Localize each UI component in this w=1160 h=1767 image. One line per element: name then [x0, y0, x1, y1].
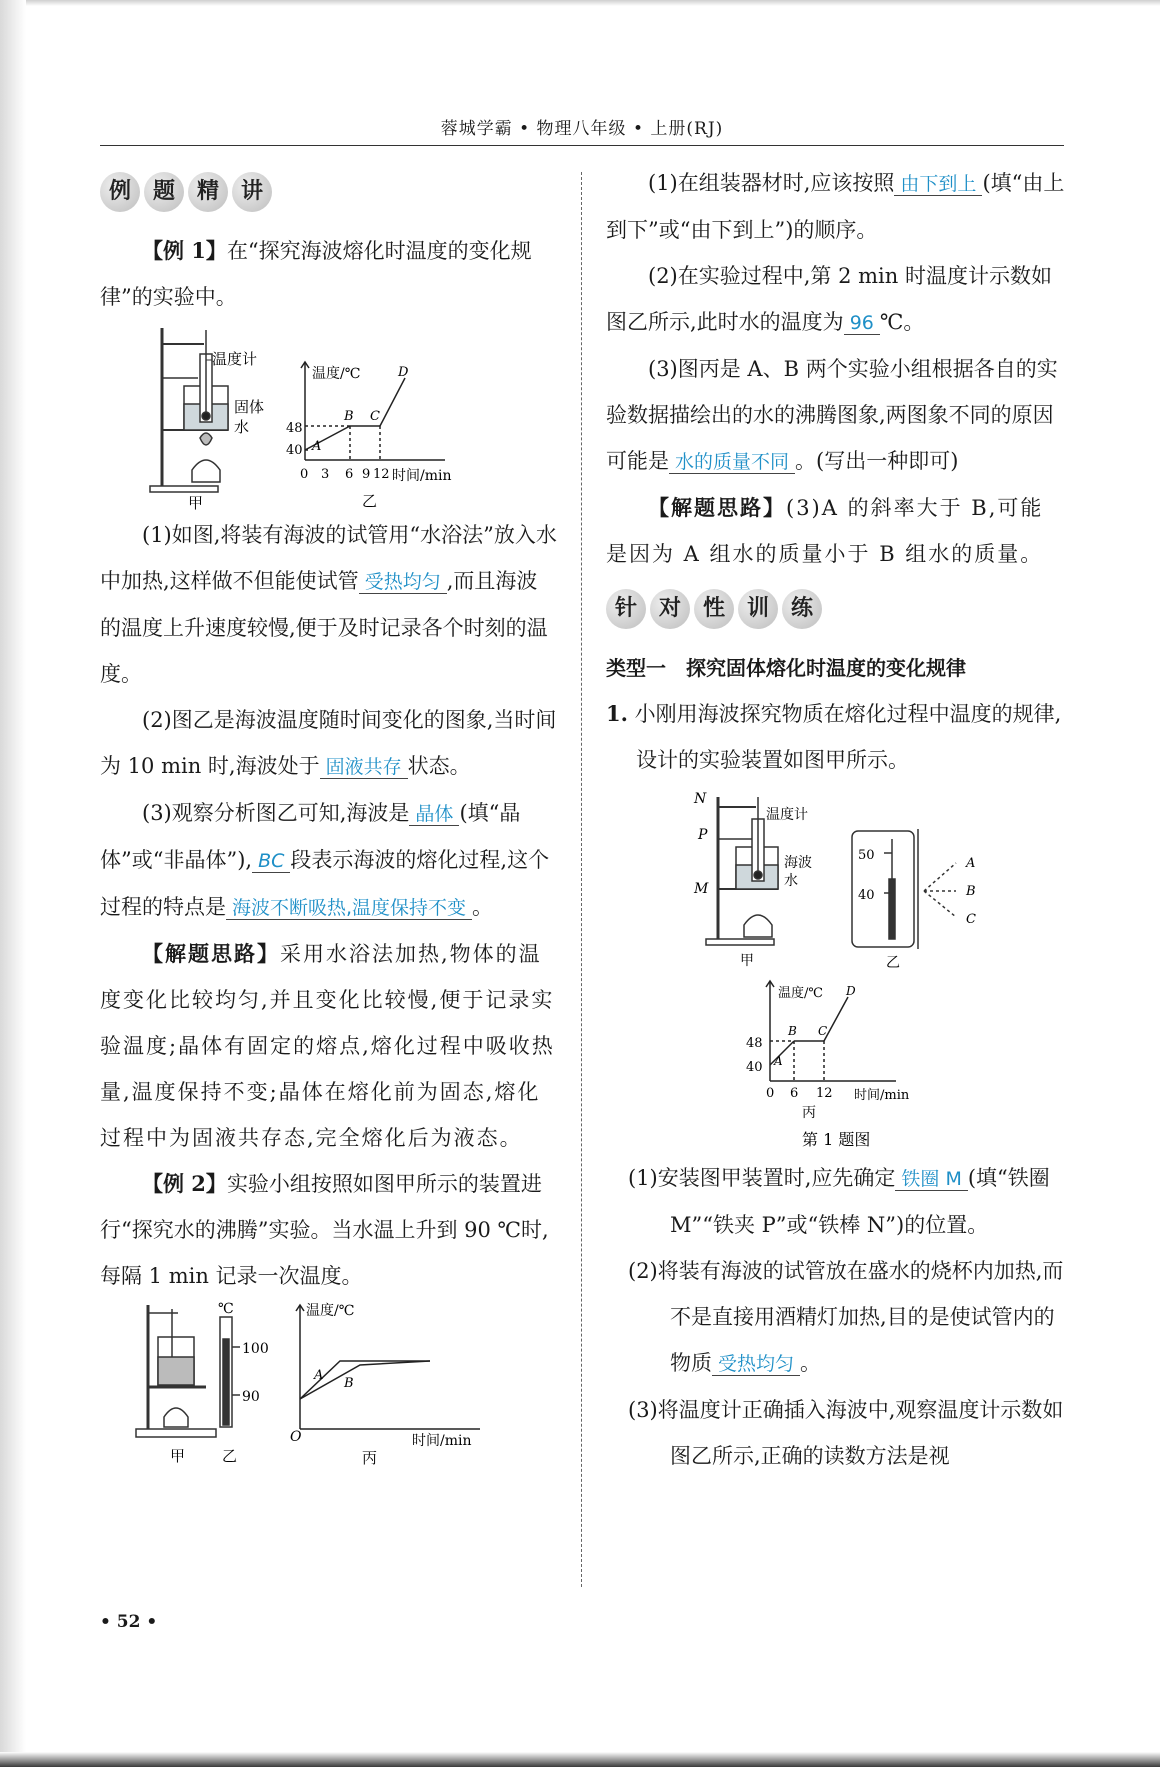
- page-left-shadow: [0, 0, 26, 1767]
- label-p: P: [698, 827, 708, 843]
- section-char: 练: [782, 589, 822, 629]
- running-header: 蓉城学霸 • 物理八年级 • 上册(RJ): [440, 119, 724, 139]
- solution-idea-1: 【解题思路】采用水浴法加热,物体的温度变化比较均匀,并且变化比较慢,便于记录实验温度;晶体有固定的熔点,熔化过程中吸收热量,温度保持不变;晶体在熔化前为固态,熔化过程中为固液共存态,完全熔化后为液态。: [100, 941, 555, 1150]
- y-tick-40: 40: [746, 1060, 763, 1075]
- label-solid: 固体: [234, 398, 265, 416]
- x-tick-3: 3: [321, 467, 330, 482]
- figure-example-1: [100, 320, 558, 512]
- eye-c: C: [966, 912, 976, 927]
- point-b: B: [344, 409, 354, 424]
- eye-b: B: [966, 884, 976, 899]
- graph-segment-cd: [380, 378, 405, 426]
- thermo-unit: ℃: [218, 1301, 234, 1317]
- x-axis-label: 时间/min: [392, 468, 452, 484]
- point-c: C: [818, 1024, 828, 1038]
- x-tick-9: 9: [362, 467, 371, 482]
- caption-jia: 甲: [170, 1447, 186, 1465]
- y-axis-label: 温度/℃: [306, 1303, 355, 1319]
- problem-1-q2: (2)将装有海波的试管放在盛水的烧杯内加热,而不是直接用酒精灯加热,目的是使试管内的物质 受热均匀 。: [628, 1259, 1064, 1375]
- point-a: A: [312, 439, 322, 454]
- section-char: 讲: [232, 172, 272, 212]
- type-heading: 类型一 探究固体熔化时温度的变化规律: [606, 656, 966, 680]
- page-number: • 52 •: [100, 1612, 158, 1632]
- line-a-label: A: [314, 1368, 324, 1383]
- thermo-tick-90: 90: [242, 1389, 260, 1405]
- problem-1-q3: (3)将温度计正确插入海波中,观察温度计示数如图乙所示,正确的读数方法是视: [628, 1398, 1064, 1468]
- answer-blank: 水的质量不同: [669, 451, 795, 474]
- answer-blank: 晶体: [409, 803, 459, 826]
- point-d: D: [398, 365, 409, 380]
- point-d: D: [846, 984, 856, 998]
- x-tick-6: 6: [345, 467, 354, 482]
- label-water: 水: [234, 418, 250, 436]
- eye-a: A: [966, 856, 976, 871]
- example-1-q3: (3)观察分析图乙可知,海波是 晶体 (填“晶体”或“非晶体”), BC 段表示海波的熔化过程,这个过程的特点是 海波不断吸热,温度保持不变 。: [100, 801, 550, 919]
- origin-label: O: [290, 1429, 302, 1445]
- answer-blank: BC: [252, 850, 290, 873]
- example-2-q2: (2)在实验过程中,第 2 min 时温度计示数如图乙所示,此时水的温度为 96 ℃。: [606, 264, 1052, 334]
- figure-caption: 第 1 题图: [802, 1130, 871, 1149]
- section-title-examples: [100, 168, 558, 216]
- y-axis-label: 温度/℃: [778, 986, 823, 1001]
- example-2-q1: (1)在组装器材时,应该按照 由下到上 (填“由上到下”或“由下到上”)的顺序。: [606, 171, 1065, 242]
- solution-idea-2: 【解题思路】(3)A 的斜率大于 B,可能是因为 A 组水的质量小于 B 组水的质量。: [606, 495, 1044, 566]
- x-axis-label: 时间/min: [412, 1433, 472, 1449]
- example-2-q3: (3)图丙是 A、B 两个实验小组根据各自的实验数据描绘出的水的沸腾图象,两图象不同的原因可能是 水的质量不同 。(写出一种即可): [606, 357, 1058, 473]
- line-b-label: B: [344, 1376, 354, 1391]
- section-char: 题: [144, 172, 184, 212]
- page-top-shadow: [0, 0, 1160, 6]
- y-tick-48: 48: [746, 1036, 763, 1051]
- section-char: 例: [100, 172, 140, 212]
- caption-yi: 乙: [362, 492, 378, 510]
- problem-1-q1: (1)安装图甲装置时,应先确定 铁圈 M (填“铁圈 M”“铁夹 P”或“铁棒 N”)的位置。: [628, 1166, 1050, 1237]
- point-c: C: [370, 409, 380, 424]
- header-rule: [100, 145, 1064, 146]
- figure-example-2: [100, 1299, 558, 1469]
- page-bottom-edge: [0, 1752, 1160, 1767]
- example-1-q2: (2)图乙是海波温度随时间变化的图象,当时间为 10 min 时,海波处于 固液共存 状态。: [100, 708, 557, 778]
- section-char: 性: [694, 589, 734, 629]
- section-char: 对: [650, 589, 690, 629]
- thermo-tick-40: 40: [858, 888, 875, 903]
- y-axis-label: 温度/℃: [312, 366, 361, 382]
- section-char: 精: [188, 172, 228, 212]
- x-tick-12: 12: [373, 467, 390, 482]
- y-tick-40: 40: [286, 443, 303, 458]
- answer-blank: 受热均匀: [712, 1353, 800, 1376]
- column-divider: [581, 172, 582, 1587]
- answer-blank: 固液共存: [320, 756, 408, 779]
- thermometer-drawing: [220, 1317, 240, 1427]
- x-tick-0: 0: [300, 467, 309, 482]
- example-1-q1: (1)如图,将装有海波的试管用“水浴法”放入水中加热,这样做不但能使试管 受热均匀 ,而且海波的温度上升速度较慢,便于及时记录各个时刻的温度。: [100, 523, 557, 686]
- x-tick-0: 0: [766, 1086, 775, 1101]
- caption-bing: 丙: [362, 1449, 378, 1467]
- figure-problem-1: [606, 783, 1066, 1155]
- section-char: 针: [606, 589, 646, 629]
- boiling-graph: [296, 1305, 480, 1429]
- thermo-tick-50: 50: [858, 848, 875, 863]
- caption-jia: 甲: [740, 953, 754, 969]
- left-column: [100, 160, 558, 1469]
- example-1-intro: 【例 1】在“探究海波熔化时温度的变化规律”的实验中。: [100, 238, 532, 309]
- x-axis-label: 时间/min: [854, 1088, 910, 1103]
- point-a: A: [774, 1054, 783, 1068]
- answer-blank: 受热均匀: [359, 571, 447, 594]
- caption-bing: 丙: [802, 1105, 816, 1121]
- example-2-intro: 【例 2】实验小组按照如图甲所示的装置进行“探究水的沸腾”实验。当水温上升到 90 ℃时,每隔 1 min 记录一次温度。: [100, 1171, 549, 1288]
- label-m: M: [694, 881, 709, 897]
- label-thermometer: 温度计: [212, 350, 258, 368]
- x-tick-12: 12: [816, 1086, 833, 1101]
- answer-blank: 96: [844, 312, 880, 335]
- thermo-tick-100: 100: [242, 1341, 269, 1357]
- label-n: N: [694, 791, 707, 807]
- caption-jia: 甲: [188, 494, 204, 512]
- answer-blank: 海波不断吸热,温度保持不变: [226, 897, 472, 920]
- caption-yi: 乙: [222, 1447, 238, 1465]
- x-tick-6: 6: [790, 1086, 799, 1101]
- point-b: B: [788, 1024, 797, 1038]
- caption-yi: 乙: [886, 955, 900, 971]
- right-column: [606, 160, 1066, 1479]
- y-tick-48: 48: [286, 421, 303, 436]
- boiling-apparatus: [136, 1305, 216, 1437]
- answer-blank: 由下到上: [894, 173, 982, 196]
- answer-blank: 铁圈 M: [895, 1168, 967, 1191]
- section-title-practice: [606, 585, 1066, 633]
- section-char: 训: [738, 589, 778, 629]
- label-thermometer: 温度计: [766, 807, 808, 823]
- label-water: 水: [784, 873, 798, 889]
- label-haibo: 海波: [784, 855, 812, 871]
- problem-1-stem: 1. 小刚用海波探究物质在熔化过程中温度的规律,设计的实验装置如图甲所示。: [606, 701, 1062, 772]
